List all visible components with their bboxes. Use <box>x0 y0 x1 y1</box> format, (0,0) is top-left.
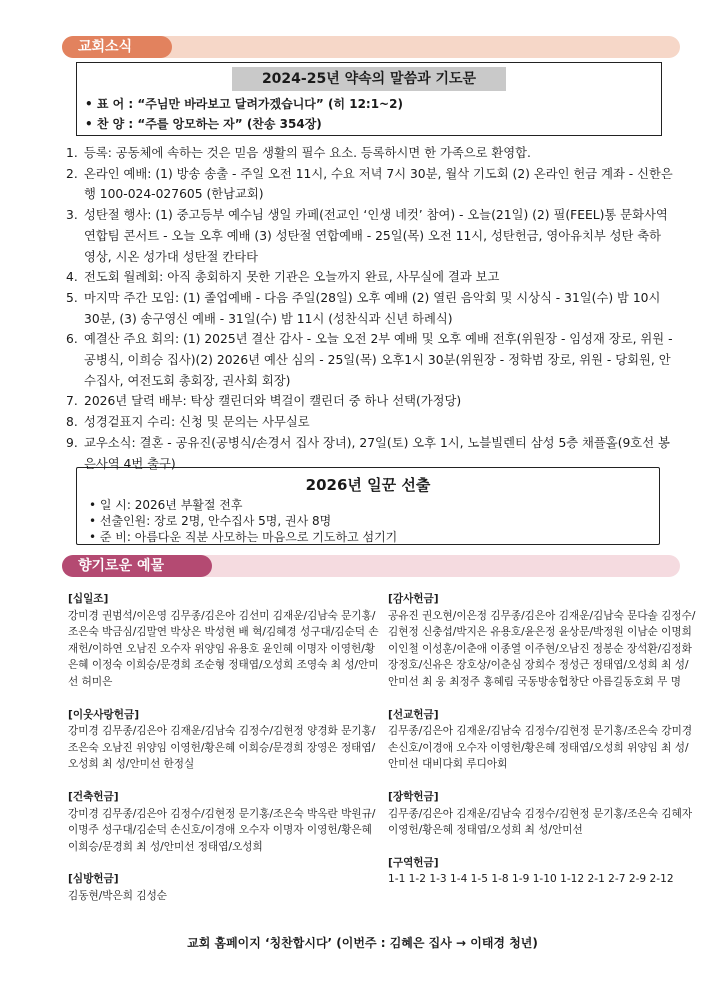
offering-names: 강미경 김무종/김은아 김정수/김현정 문기홍/조은숙 박옥란 박원규/이명주 성구대/김순덕 손신호/이경애 오수자 이명자 이영헌/황은혜 이희승/문경희 최 성/안미선 정태엽/오성희 <box>68 807 376 853</box>
verse-box <box>76 62 662 136</box>
worker-prepare-line: • 준 비: 아름다운 직분 사모하는 마음으로 기도하고 섬기기 <box>89 530 398 544</box>
notice-text: 2026년 달력 배부: 탁상 캘린더와 벽걸이 캘린더 중 하나 선택(가정당) <box>84 394 462 409</box>
offering-heading: [구역헌금] <box>388 856 439 869</box>
notice-text: 성경겉표지 수리: 신청 및 문의는 사무실로 <box>84 415 310 430</box>
notice-item <box>66 288 676 329</box>
notice-item <box>66 267 676 288</box>
section-bar-church-news <box>62 36 680 58</box>
offering-group <box>68 871 380 904</box>
notice-number: 1. <box>66 146 78 160</box>
section-title: 교회소식 <box>62 36 172 58</box>
offering-names: 김동현/박은희 김성순 <box>68 889 168 902</box>
notice-text: 온라인 예배: (1) 방송 송출 - 주일 오전 11시, 수요 저녁 7시 30분, 월삭 기도회 (2) 온라인 헌금 계좌 - 신한은행 100-024-027605 (한남교회) <box>84 166 673 202</box>
notice-number: 3. <box>66 208 78 223</box>
offering-names: 강미경 권범석/이은영 김무종/김은아 김선미 김재운/김남숙 문기홍/조은숙 박금심/김말연 박상은 박성현 배 혁/김혜경 성구대/김순덕 손재헌/이하연 오남진 오수자 위양임 유용호 윤인혜 이명자 이영헌/황은혜 이정숙 이희승/문경희 조순형 정태엽/오성희 조영숙 최 성/안미선 허미은 <box>68 609 379 688</box>
worker-count-line: • 선출인원: 장로 2명, 안수집사 5명, 권사 8명 <box>89 514 332 528</box>
notice-text: 성탄절 행사: (1) 중고등부 예수님 생일 카페(전교인 ‘인생 네컷’ 참여) - 오늘(21일) (2) 필(FEEL)통 문화사역연합팀 콘서트 - 오늘 오후 예배 (3) 성탄절 연합예배 - 25일(목) 오전 11시, 성탄헌금, 영아유치부 성탄 축하 영상, 시온 성가대 성탄절 칸타타 <box>84 208 668 264</box>
notice-text: 예결산 주요 회의: (1) 2025년 결산 감사 - 오늘 오전 2부 예배 및 오후 예배 전후(위원장 - 임성재 장로, 위원 - 공병식, 이희승 집사)(2) 2026년 예산 심의 - 25일(목) 오후1시 30분(위원장 - 정학범 장로, 위원 - 당회원, 안수집사, 여전도회 총회장, 권사회 회장) <box>84 332 673 388</box>
offering-names: 강미경 김무종/김은아 김재운/김남숙 김정수/김현정 양경화 문기홍/조은숙 오남진 위양임 이영헌/황은혜 이희승/문경희 장영은 정태엽/오성희 최 성/안미선 한정실 <box>68 725 376 771</box>
notice-text: 등록: 공동체에 속하는 것은 믿음 생활의 필수 요소. 등록하시면 한 가족으로 환영합. <box>84 146 531 160</box>
notice-text: 마지막 주간 모임: (1) 졸업예배 - 다음 주일(28일) 오후 예배 (2) 열린 음악회 및 시상식 - 31일(수) 밤 10시 30분, (3) 송구영신 예배 - 31일(수) 밤 11시 (성찬식과 신년 하례식) <box>84 290 661 326</box>
offering-group <box>388 707 698 773</box>
worker-date-line: • 일 시: 2026년 부활절 전후 <box>89 498 243 512</box>
notice-text: 교우소식: 결혼 - 공유진(공병식/손경서 집사 장녀), 27일(토) 오후 1시, 노블빌렌티 삼성 5층 채플홀(9호선 봉은사역 4번 출구) <box>84 435 670 471</box>
notice-number: 2. <box>66 166 78 181</box>
offering-heading: [장학헌금] <box>388 790 439 803</box>
offering-group <box>68 591 380 691</box>
offering-names: 1-1 1-2 1-3 1-4 1-5 1-8 1-9 1-10 1-12 2-1 2-7 2-9 2-12 <box>388 873 674 886</box>
notice-list <box>66 143 676 474</box>
offerings-right-column <box>388 591 698 904</box>
notice-number: 6. <box>66 332 78 347</box>
notice-item <box>66 205 676 267</box>
notice-item <box>66 391 676 412</box>
offering-group <box>68 789 380 855</box>
offering-names: 김무종/김은아 김재운/김남숙 김정수/김현정 문기홍/조은숙 김혜자 이영헌/황은혜 정태엽/오성희 최 성/안미선 <box>388 807 693 837</box>
notice-item <box>66 143 676 164</box>
notice-number: 9. <box>66 435 78 450</box>
offering-heading: [건축헌금] <box>68 790 119 803</box>
offering-heading: [십일조] <box>68 593 109 605</box>
footer-note: 교회 홈페이지 ‘칭찬합시다’ (이번주 : 김혜은 집사 → 이태경 청년) <box>187 936 538 950</box>
section-bar-offerings <box>62 555 680 577</box>
offering-names: 공유진 권오현/이은정 김무종/김은아 김재운/김남숙 문다솔 김정수/김현정 신충섭/박지은 유용호/윤은정 윤상문/박정원 이남순 이명희 이인철 이성훈/이춘애 이종열 이주현/오남진 정봉순 장석환/김정화 장정호/신유은 장호상/이춘심 장희수 정성근 정태엽/오성희 최 성/안미선 최 웅 최정주 홍혜림 국동방송협창단 아름길동호회 무 명 <box>388 609 696 688</box>
worker-title: 2026년 일꾼 선출 <box>305 476 431 494</box>
notice-item <box>66 412 676 433</box>
motto-line: • 표 어 : “주님만 바라보고 달려가겠습니다” (히 12:1~2) <box>85 97 403 111</box>
worker-election-box <box>76 467 660 545</box>
notice-item <box>66 164 676 205</box>
section-title: 향기로운 예물 <box>62 555 212 577</box>
offering-heading: [선교헌금] <box>388 708 439 721</box>
offerings-left-column <box>68 591 380 921</box>
notice-text: 전도회 월례회: 아직 총회하지 못한 기관은 오늘까지 완료, 사무실에 결과 보고 <box>84 270 500 285</box>
offering-group <box>388 591 698 691</box>
offering-group <box>388 855 698 888</box>
offering-heading: [감사헌금] <box>388 593 439 605</box>
notice-item <box>66 329 676 391</box>
notice-number: 4. <box>66 270 78 285</box>
offering-group <box>68 707 380 773</box>
notice-number: 8. <box>66 415 78 430</box>
notice-number: 7. <box>66 394 78 409</box>
offering-group <box>388 789 698 839</box>
offering-heading: [심방헌금] <box>68 873 119 886</box>
offering-heading: [이웃사랑헌금] <box>68 708 140 721</box>
hymn-line: • 찬 양 : “주를 앙모하는 자” (찬송 354장) <box>85 117 322 131</box>
verse-title: 2024-25년 약속의 말씀과 기도문 <box>232 67 506 91</box>
notice-number: 5. <box>66 290 78 305</box>
offering-names: 김무종/김은아 김재운/김남숙 김정수/김현정 문기홍/조은숙 강미경 손신호/이경애 오수자 이영헌/황은혜 정태엽/오성희 위양임 최 성/안미선 대비다회 루디아회 <box>388 725 693 771</box>
